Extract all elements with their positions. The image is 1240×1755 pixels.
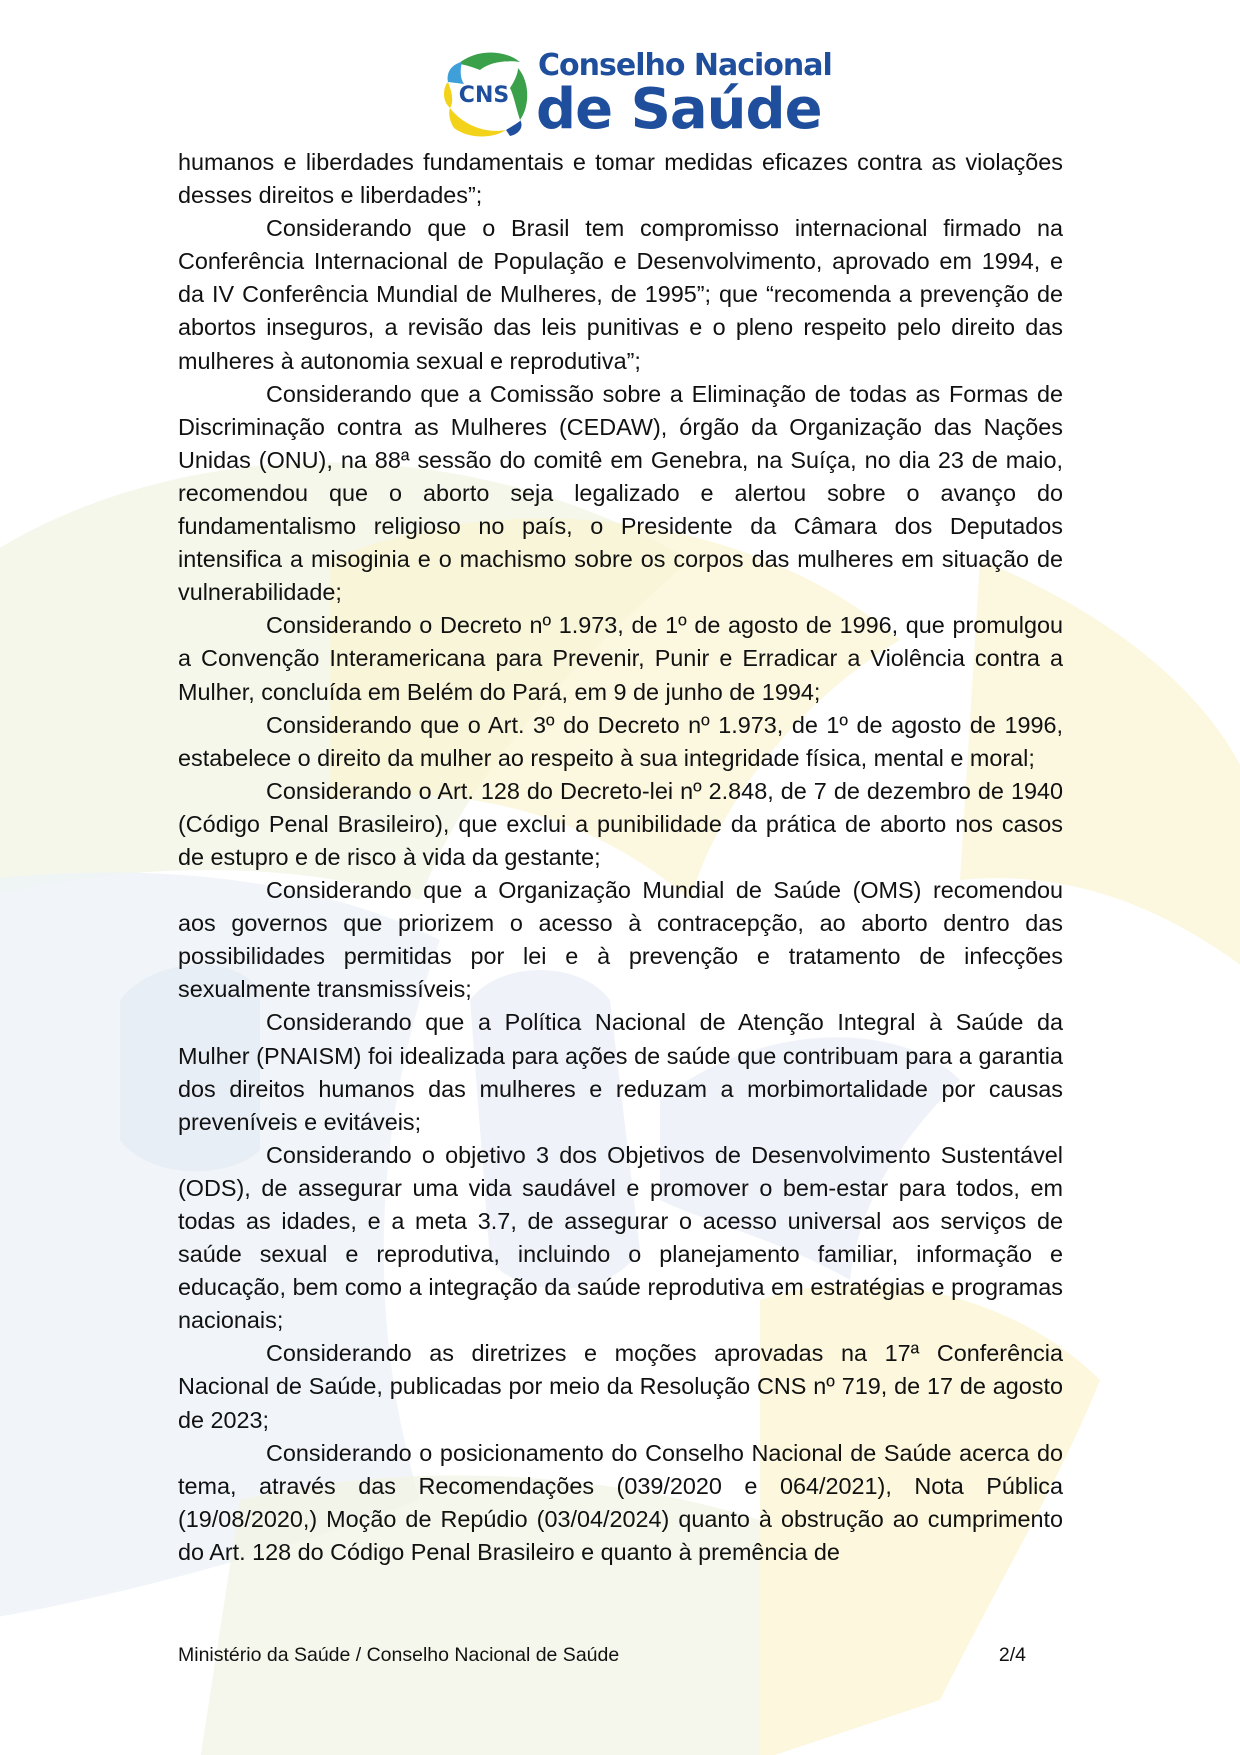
paragraph-considerando-7: Considerando que a Política Nacional de Atenção Integral à Saúde da Mulher (PNAISM) foi idealizada para ações de saúde que contribuam para a garantia dos direitos humanos das mulheres e reduzam a morbimortalidade por causas preveníveis e evitáveis; (178, 1009, 1063, 1135)
cns-logo (440, 48, 840, 144)
cns-emblem-icon (440, 48, 530, 140)
logo-abbrev-text: CNS (458, 83, 510, 108)
org-name-line1: Conselho Nacional (538, 48, 832, 83)
paragraph-considerando-5: Considerando o Art. 128 do Decreto-lei nº 2.848, de 7 de dezembro de 1940 (Código Penal Brasileiro), que exclui a punibilidade da prática de aborto nos casos de estupro e de risco à vida da gestante; (178, 777, 1063, 870)
paragraph-considerando-6: Considerando que a Organização Mundial de Saúde (OMS) recomendou aos governos que priorizem o acesso à contracepção, ao aborto dentro das possibilidades permitidas por lei e à prevenção e tratamento de infecções sexualmente transmissíveis; (178, 877, 1063, 1003)
org-name-line2: de Saúde (536, 77, 822, 142)
paragraph-considerando-4: Considerando que o Art. 3º do Decreto nº 1.973, de 1º de agosto de 1996, estabelece o direito da mulher ao respeito à sua integridade física, mental e moral; (178, 711, 1063, 771)
paragraph-considerando-10: Considerando o posicionamento do Conselho Nacional de Saúde acerca do tema, através das Recomendações (039/2020 e 064/2021), Nota Pública (19/08/2020,) Moção de Repúdio (03/04/2024) quanto à obstrução ao cumprimento do Art. 128 do Código Penal Brasileiro e quanto à premência de (178, 1439, 1063, 1565)
paragraph-considerando-9: Considerando as diretrizes e moções aprovadas na 17ª Conferência Nacional de Saúde, publicadas por meio da Resolução CNS nº 719, de 17 de agosto de 2023; (178, 1340, 1063, 1433)
paragraph-considerando-1: Considerando que o Brasil tem compromisso internacional firmado na Conferência Internacional de População e Desenvolvimento, aprovado em 1994, e da IV Conferência Mundial de Mulheres, de 1995”; que “recomenda a prevenção de abortos inseguros, a revisão das leis punitivas e o pleno respeito pelo direito das mulheres à autonomia sexual e reprodutiva”; (178, 215, 1063, 374)
footer-organization: Ministério da Saúde / Conselho Nacional de Saúde (178, 1644, 620, 1666)
page-number: 2/4 (998, 1644, 1026, 1666)
paragraph-considerando-3: Considerando o Decreto nº 1.973, de 1º de agosto de 1996, que promulgou a Convenção Interamericana para Prevenir, Punir e Erradicar a Violência contra a Mulher, concluída em Belém do Pará, em 9 de junho de 1994; (178, 612, 1063, 705)
document-body (178, 146, 1063, 1569)
paragraph-continuation: humanos e liberdades fundamentais e tomar medidas eficazes contra as violações desses direitos e liberdades”; (178, 149, 1063, 209)
paragraph-considerando-8: Considerando o objetivo 3 dos Objetivos de Desenvolvimento Sustentável (ODS), de assegurar uma vida saudável e promover o bem-estar para todos, em todas as idades, e a meta 3.7, de assegurar o acesso universal aos serviços de saúde sexual e reprodutiva, incluindo o planejamento familiar, informação e educação, bem como a integração da saúde reprodutiva em estratégias e programas nacionais; (178, 1141, 1063, 1334)
paragraph-considerando-2: Considerando que a Comissão sobre a Eliminação de todas as Formas de Discriminação contra as Mulheres (CEDAW), órgão da Organização das Nações Unidas (ONU), na 88ª sessão do comitê em Genebra, na Suíça, no dia 23 de maio, recomendou que o aborto seja legalizado e alertou sobre o avanço do fundamentalismo religioso no país, o Presidente da Câmara dos Deputados intensifica a misoginia e o machismo sobre os corpos das mulheres em situação de vulnerabilidade; (178, 380, 1063, 606)
